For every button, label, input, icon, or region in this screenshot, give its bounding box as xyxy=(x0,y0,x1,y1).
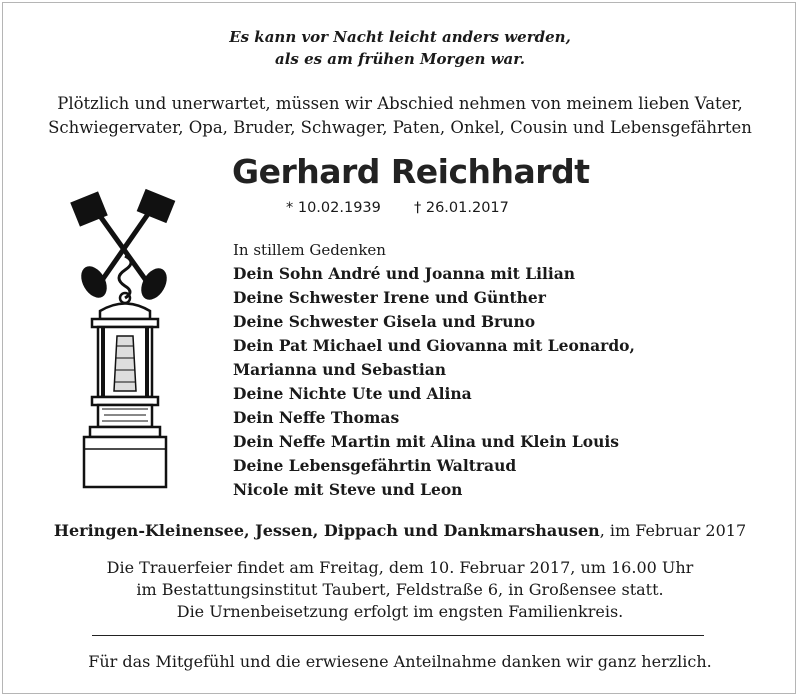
motto-line-1: Es kann vor Nacht leicht anders werden, xyxy=(229,28,571,46)
mourner-line: Deine Schwester Irene und Günther xyxy=(233,288,546,307)
places-towns: Heringen-Kleinensee, Jessen, Dippach und Dankmarshausen xyxy=(53,521,600,540)
mourners-block xyxy=(233,239,753,502)
mourner-line: Dein Pat Michael und Giovanna mit Leonardo, xyxy=(233,336,635,355)
mourner-line: Marianna und Sebastian xyxy=(233,360,447,379)
birth-date: * 10.02.1939 xyxy=(286,200,381,216)
intro-text xyxy=(0,92,800,140)
death-date: † 26.01.2017 xyxy=(414,200,509,216)
motto xyxy=(0,26,800,70)
mourner-line: Deine Nichte Ute und Alina xyxy=(233,384,472,403)
mourner-line: Dein Sohn André und Joanna mit Lilian xyxy=(233,264,576,283)
funeral-info xyxy=(0,557,800,623)
mourner-line: Dein Neffe Martin mit Alina und Klein Louis xyxy=(233,432,619,451)
miners-hammer-and-lamp-icon xyxy=(70,186,180,491)
mourner-line: Nicole mit Steve und Leon xyxy=(233,480,463,499)
intro-line-2: Schwiegervater, Opa, Bruder, Schwager, Paten, Onkel, Cousin und Lebensgefährten xyxy=(48,118,752,137)
intro-line-1: Plötzlich und unerwartet, müssen wir Abschied nehmen von meinem lieben Vater, xyxy=(57,94,743,113)
divider-rule xyxy=(92,635,704,636)
deceased-name: Gerhard Reichhardt xyxy=(232,152,590,191)
funeral-line-2: im Bestattungsinstitut Taubert, Feldstraße 6, in Großensee statt. xyxy=(136,580,664,599)
places-date: , im Februar 2017 xyxy=(599,521,747,540)
motto-line-2: als es am frühen Morgen war. xyxy=(275,50,525,68)
mourner-line: Dein Neffe Thomas xyxy=(233,408,400,427)
places-and-date xyxy=(0,519,800,543)
funeral-line-1: Die Trauerfeier findet am Freitag, dem 10. Februar 2017, um 16.00 Uhr xyxy=(106,558,694,577)
mourners-heading: In stillem Gedenken xyxy=(233,241,386,259)
mourner-line: Deine Schwester Gisela und Bruno xyxy=(233,312,536,331)
thanks-text: Für das Mitgefühl und die erwiesene Anteilnahme danken wir ganz herzlich. xyxy=(88,652,712,671)
funeral-line-3: Die Urnenbeisetzung erfolgt im engsten Familienkreis. xyxy=(176,602,624,621)
mourner-line: Deine Lebensgefährtin Waltraud xyxy=(233,456,517,475)
